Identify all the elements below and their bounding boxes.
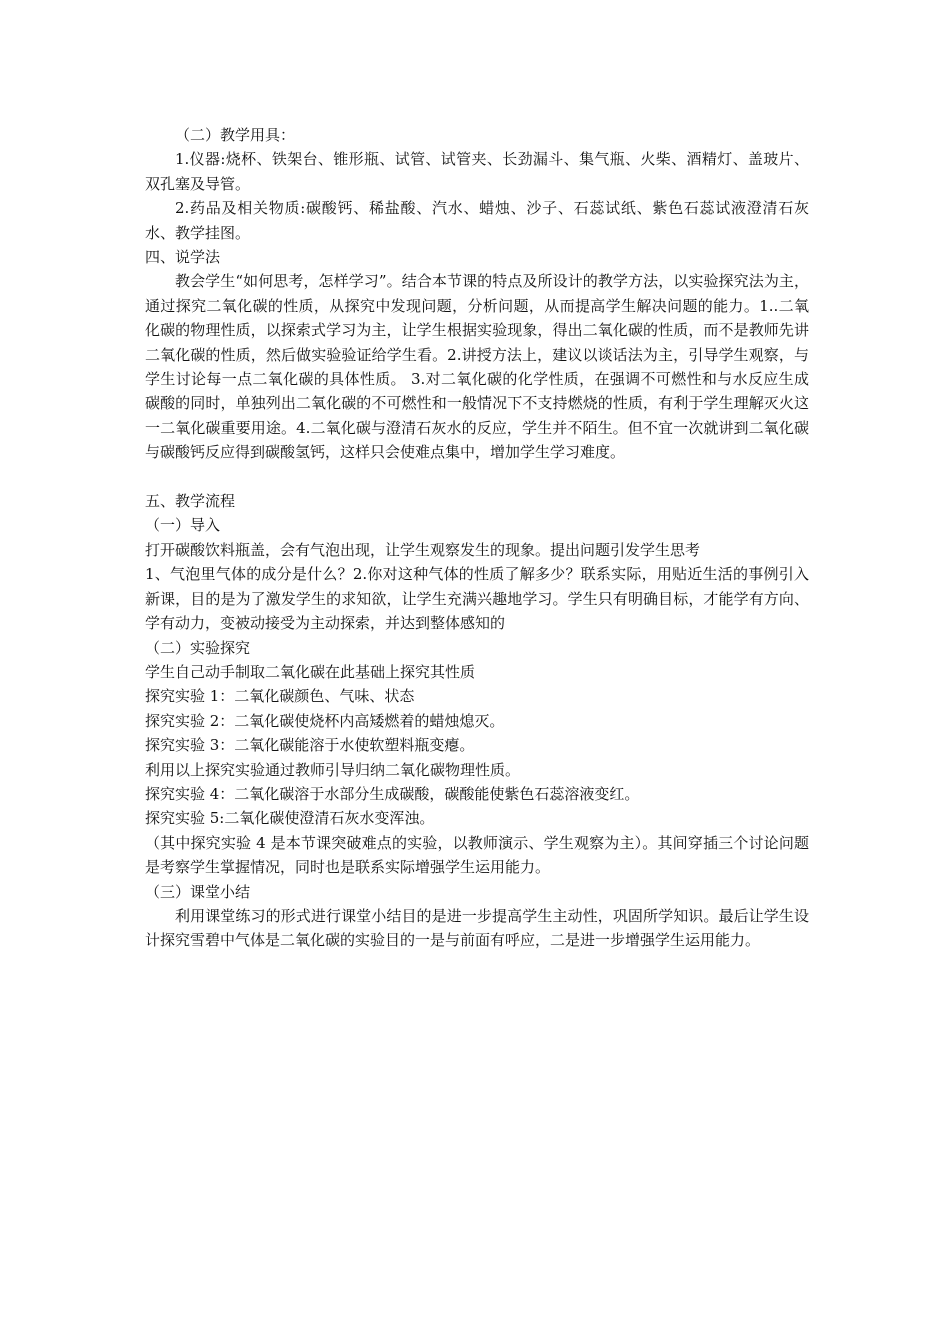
intro-paragraph-1: 打开碳酸饮料瓶盖，会有气泡出现，让学生观察发生的现象。提出问题引发学生思考 (145, 540, 701, 559)
teaching-tools-heading: （二）教学用具： (175, 126, 296, 144)
experiment-2: 探究实验 2：二氧化碳使烧杯内高矮燃着的蜡烛熄灭。 (145, 711, 505, 730)
reagents-paragraph: 2.药品及相关物质:碳酸钙、稀盐酸、汽水、蜡烛、沙子、石蕊试纸、紫色石蕊试液澄清石灰水、教学挂图。 (145, 199, 809, 242)
intro-paragraph-2: 1、气泡里气体的成分是什么？2.你对这种气体的性质了解多少？联系实际，用贴近生活的事例引入新课，目的是为了激发学生的求知欲，让学生充满兴趣地学习。学生只有明确目标，才能学有方向、学有动力，变被动接受为主动探索，并达到整体感知的 (145, 565, 809, 633)
section-4-heading: 四、说学法 (145, 248, 221, 267)
experiment-1: 探究实验 1：二氧化碳颜色、气味、状态 (145, 687, 415, 706)
experiment-intro: 学生自己动手制取二氧化碳在此基础上探究其性质 (145, 662, 476, 681)
section-5-heading: 五、教学流程 (145, 492, 236, 511)
summary-heading: （三）课堂小结 (145, 882, 251, 901)
experiment-note: （其中探究实验 4 是本节课突破难点的实验，以教师演示、学生观察为主）。其间穿插三个讨论问题是考察学生掌握情况，同时也是联系实际增强学生运用能力。 (145, 833, 809, 877)
document-page (145, 123, 809, 953)
section-4-body: 教会学生“如何思考，怎样学习”。结合本节课的特点及所设计的教学方法，以实验探究法为主，通过探究二氧化碳的性质，从探究中发现问题，分析问题，从而提高学生解决问题的能力。1..二氧化碳的物理性质，以探索式学习为主，让学生根据实验现象，得出二氧化碳的性质，而不是教师先讲二氧化碳的性质，然后做实验验证给学生看。2.讲授方法上，建议以谈话法为主，引导学生观察，与学生讨论每一点二氧化碳的具体性质。 3.对二氧化碳的化学性质，在强调不可燃性和与水反应生成碳酸的同时，单独列出二氧化碳的不可燃性和一般情况下不支持燃烧的性质，有利于学生理解灭火这一二氧化碳重要用途。4.二氧化碳与澄清石灰水的反应，学生并不陌生。但不宜一次就讲到二氧化碳与碳酸钙反应得到碳酸氢钙，这样只会使难点集中，增加学生学习难度。 (145, 272, 809, 462)
experiment-4: 探究实验 4：二氧化碳溶于水部分生成碳酸，碳酸能使紫色石蕊溶液变红。 (145, 784, 640, 803)
experiment-heading: （二）实验探究 (145, 638, 251, 657)
experiment-summary: 利用以上探究实验通过教师引导归纳二氧化碳物理性质。 (145, 760, 521, 779)
summary-paragraph: 利用课堂练习的形式进行课堂小结目的是进一步提高学生主动性，巩固所学知识。最后让学生设计探究雪碧中气体是二氧化碳的实验目的一是与前面有呼应，二是进一步增强学生运用能力。 (145, 906, 809, 950)
blank-line (145, 465, 809, 489)
instruments-paragraph: 1.仪器:烧杯、铁架台、锥形瓶、试管、试管夹、长劲漏斗、集气瓶、火柴、酒精灯、盖玻片、双孔塞及导管。 (145, 150, 809, 193)
experiment-3: 探究实验 3：二氧化碳能溶于水使软塑料瓶变瘪。 (145, 736, 475, 755)
experiment-5: 探究实验 5:二氧化碳使澄清石灰水变浑浊。 (145, 809, 435, 828)
intro-heading: （一）导入 (145, 516, 221, 535)
